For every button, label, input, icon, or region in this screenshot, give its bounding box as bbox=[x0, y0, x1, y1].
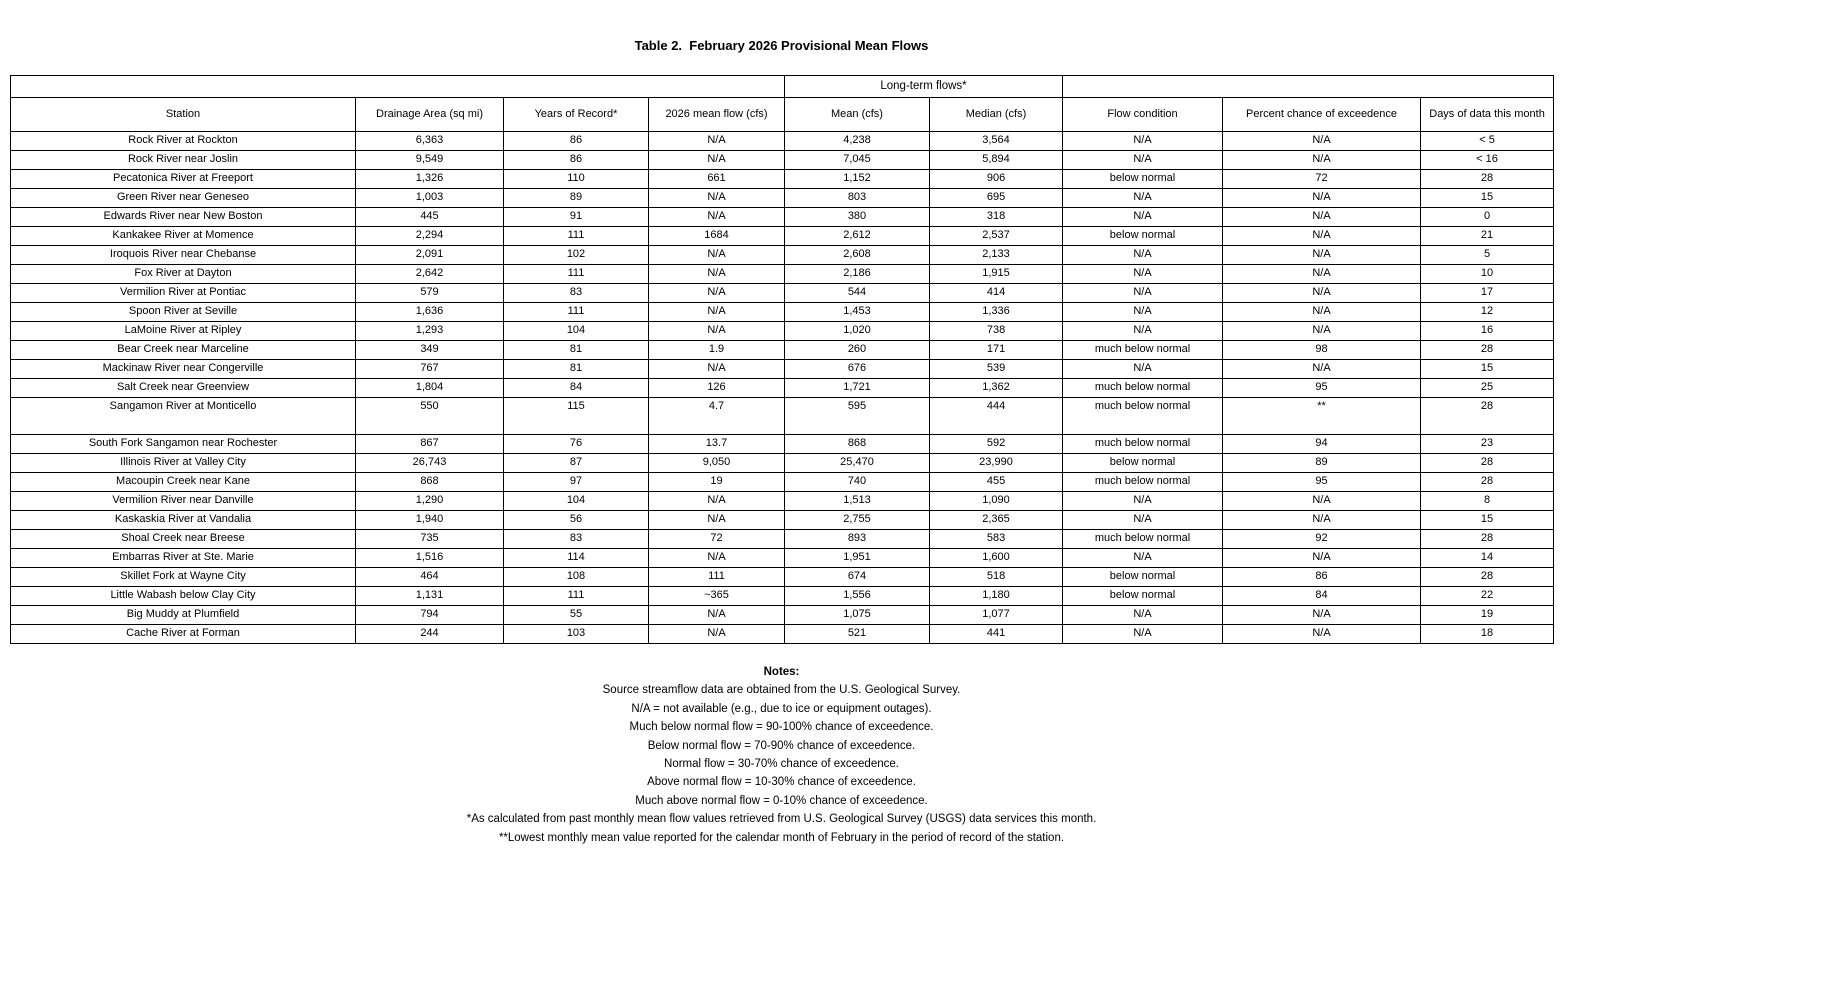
col-header-2026-mean-flow: 2026 mean flow (cfs) bbox=[649, 98, 785, 132]
value-cell: 539 bbox=[930, 360, 1063, 379]
col-header-years-of-record: Years of Record* bbox=[504, 98, 649, 132]
value-cell: below normal bbox=[1063, 170, 1223, 189]
note-line: Below normal flow = 70-90% chance of exceedence. bbox=[647, 739, 916, 752]
value-cell: 595 bbox=[785, 398, 930, 435]
station-cell: Cache River at Forman bbox=[11, 625, 356, 644]
value-cell: 23,990 bbox=[930, 454, 1063, 473]
value-cell: 103 bbox=[504, 625, 649, 644]
table-row bbox=[11, 151, 1554, 170]
table-row bbox=[11, 587, 1554, 606]
value-cell: 13.7 bbox=[649, 435, 785, 454]
value-cell: 21 bbox=[1421, 227, 1554, 246]
value-cell: 81 bbox=[504, 341, 649, 360]
value-cell: 1,293 bbox=[356, 322, 504, 341]
value-cell: 3,564 bbox=[930, 132, 1063, 151]
table-row bbox=[11, 170, 1554, 189]
value-cell: 6,363 bbox=[356, 132, 504, 151]
page-title: Table 2. February 2026 Provisional Mean Flows bbox=[634, 38, 929, 53]
value-cell: 104 bbox=[504, 322, 649, 341]
value-cell: 676 bbox=[785, 360, 930, 379]
note-line: N/A = not available (e.g., due to ice or equipment outages). bbox=[631, 702, 932, 715]
value-cell: 15 bbox=[1421, 189, 1554, 208]
value-cell: 9,549 bbox=[356, 151, 504, 170]
value-cell: N/A bbox=[1063, 265, 1223, 284]
value-cell: 1,362 bbox=[930, 379, 1063, 398]
notes-lines bbox=[10, 681, 1553, 847]
value-cell: much below normal bbox=[1063, 530, 1223, 549]
value-cell: 244 bbox=[356, 625, 504, 644]
value-cell: N/A bbox=[1063, 606, 1223, 625]
station-cell: LaMoine River at Ripley bbox=[11, 322, 356, 341]
value-cell: 26,743 bbox=[356, 454, 504, 473]
value-cell: 4,238 bbox=[785, 132, 930, 151]
table-row bbox=[11, 398, 1554, 435]
value-cell: 108 bbox=[504, 568, 649, 587]
station-cell: Fox River at Dayton bbox=[11, 265, 356, 284]
value-cell: 126 bbox=[649, 379, 785, 398]
value-cell: 1,516 bbox=[356, 549, 504, 568]
value-cell: N/A bbox=[1063, 549, 1223, 568]
value-cell: 28 bbox=[1421, 398, 1554, 435]
value-cell: 4.7 bbox=[649, 398, 785, 435]
station-cell: Shoal Creek near Breese bbox=[11, 530, 356, 549]
value-cell: N/A bbox=[649, 492, 785, 511]
value-cell: 464 bbox=[356, 568, 504, 587]
value-cell: < 16 bbox=[1421, 151, 1554, 170]
value-cell: 544 bbox=[785, 284, 930, 303]
value-cell: 1,636 bbox=[356, 303, 504, 322]
value-cell: N/A bbox=[1063, 208, 1223, 227]
value-cell: 550 bbox=[356, 398, 504, 435]
value-cell: N/A bbox=[1223, 151, 1421, 170]
value-cell: 56 bbox=[504, 511, 649, 530]
value-cell: N/A bbox=[649, 246, 785, 265]
note-line: *As calculated from past monthly mean flow values retrieved from U.S. Geological Survey (USGS) data services this month. bbox=[466, 813, 1097, 826]
value-cell: 2,365 bbox=[930, 511, 1063, 530]
group-header-row bbox=[11, 76, 1554, 98]
value-cell: 1,152 bbox=[785, 170, 930, 189]
station-cell: Big Muddy at Plumfield bbox=[11, 606, 356, 625]
table-row bbox=[11, 492, 1554, 511]
value-cell: 1,075 bbox=[785, 606, 930, 625]
value-cell: 1,556 bbox=[785, 587, 930, 606]
value-cell: N/A bbox=[1063, 284, 1223, 303]
value-cell: 83 bbox=[504, 284, 649, 303]
value-cell: N/A bbox=[649, 549, 785, 568]
value-cell: much below normal bbox=[1063, 398, 1223, 435]
value-cell: 1.9 bbox=[649, 341, 785, 360]
value-cell: 455 bbox=[930, 473, 1063, 492]
value-cell: 518 bbox=[930, 568, 1063, 587]
value-cell: 794 bbox=[356, 606, 504, 625]
value-cell: 767 bbox=[356, 360, 504, 379]
value-cell: 28 bbox=[1421, 341, 1554, 360]
value-cell: 18 bbox=[1421, 625, 1554, 644]
value-cell: 97 bbox=[504, 473, 649, 492]
group-header-spacer-right bbox=[1063, 76, 1554, 98]
value-cell: 25 bbox=[1421, 379, 1554, 398]
value-cell: 81 bbox=[504, 360, 649, 379]
value-cell: N/A bbox=[649, 151, 785, 170]
table-row bbox=[11, 265, 1554, 284]
value-cell: 735 bbox=[356, 530, 504, 549]
value-cell: N/A bbox=[1223, 322, 1421, 341]
table-row bbox=[11, 246, 1554, 265]
value-cell: 84 bbox=[1223, 587, 1421, 606]
station-cell: Skillet Fork at Wayne City bbox=[11, 568, 356, 587]
col-header-mean-cfs: Mean (cfs) bbox=[785, 98, 930, 132]
value-cell: 111 bbox=[504, 587, 649, 606]
value-cell: 695 bbox=[930, 189, 1063, 208]
value-cell: 803 bbox=[785, 189, 930, 208]
table-row bbox=[11, 530, 1554, 549]
column-header-row bbox=[11, 98, 1554, 132]
value-cell: 2,755 bbox=[785, 511, 930, 530]
value-cell: 19 bbox=[649, 473, 785, 492]
value-cell: N/A bbox=[1223, 189, 1421, 208]
value-cell: 868 bbox=[785, 435, 930, 454]
value-cell: 441 bbox=[930, 625, 1063, 644]
table-row bbox=[11, 435, 1554, 454]
value-cell: 521 bbox=[785, 625, 930, 644]
value-cell: 661 bbox=[649, 170, 785, 189]
value-cell: 867 bbox=[356, 435, 504, 454]
value-cell: 1,326 bbox=[356, 170, 504, 189]
value-cell: 28 bbox=[1421, 568, 1554, 587]
value-cell: N/A bbox=[1223, 227, 1421, 246]
provisional-mean-flows-table bbox=[10, 75, 1554, 644]
value-cell: 0 bbox=[1421, 208, 1554, 227]
value-cell: below normal bbox=[1063, 587, 1223, 606]
value-cell: 28 bbox=[1421, 530, 1554, 549]
station-cell: Rock River near Joslin bbox=[11, 151, 356, 170]
value-cell: 102 bbox=[504, 246, 649, 265]
value-cell: 2,608 bbox=[785, 246, 930, 265]
value-cell: 115 bbox=[504, 398, 649, 435]
station-cell: Mackinaw River near Congerville bbox=[11, 360, 356, 379]
value-cell: N/A bbox=[1063, 322, 1223, 341]
note-line: Above normal flow = 10-30% chance of exceedence. bbox=[647, 776, 916, 789]
value-cell: N/A bbox=[1063, 511, 1223, 530]
station-cell: Vermilion River near Danville bbox=[11, 492, 356, 511]
value-cell: N/A bbox=[649, 511, 785, 530]
value-cell: 318 bbox=[930, 208, 1063, 227]
table-row bbox=[11, 227, 1554, 246]
value-cell: 1,453 bbox=[785, 303, 930, 322]
value-cell: N/A bbox=[649, 322, 785, 341]
station-cell: Pecatonica River at Freeport bbox=[11, 170, 356, 189]
value-cell: < 5 bbox=[1421, 132, 1554, 151]
value-cell: 171 bbox=[930, 341, 1063, 360]
value-cell: 1,915 bbox=[930, 265, 1063, 284]
value-cell: 1,600 bbox=[930, 549, 1063, 568]
value-cell: N/A bbox=[649, 625, 785, 644]
value-cell: much below normal bbox=[1063, 379, 1223, 398]
note-line: Much below normal flow = 90-100% chance of exceedence. bbox=[629, 721, 934, 734]
table-row bbox=[11, 303, 1554, 322]
value-cell: 111 bbox=[504, 265, 649, 284]
value-cell: 95 bbox=[1223, 473, 1421, 492]
value-cell: 1,951 bbox=[785, 549, 930, 568]
value-cell: 2,133 bbox=[930, 246, 1063, 265]
note-line: Source streamflow data are obtained from the U.S. Geological Survey. bbox=[602, 684, 961, 697]
value-cell: 380 bbox=[785, 208, 930, 227]
station-cell: Salt Creek near Greenview bbox=[11, 379, 356, 398]
value-cell: 16 bbox=[1421, 322, 1554, 341]
value-cell: 17 bbox=[1421, 284, 1554, 303]
station-cell: Kankakee River at Momence bbox=[11, 227, 356, 246]
value-cell: 5,894 bbox=[930, 151, 1063, 170]
station-cell: Bear Creek near Marceline bbox=[11, 341, 356, 360]
value-cell: 2,642 bbox=[356, 265, 504, 284]
station-cell: Spoon River at Seville bbox=[11, 303, 356, 322]
value-cell: 89 bbox=[504, 189, 649, 208]
value-cell: 592 bbox=[930, 435, 1063, 454]
value-cell: 1,336 bbox=[930, 303, 1063, 322]
col-header-days-of-data: Days of data this month bbox=[1421, 98, 1554, 132]
value-cell: N/A bbox=[649, 208, 785, 227]
value-cell: 1,940 bbox=[356, 511, 504, 530]
value-cell: much below normal bbox=[1063, 473, 1223, 492]
value-cell: 110 bbox=[504, 170, 649, 189]
value-cell: 92 bbox=[1223, 530, 1421, 549]
station-cell: Edwards River near New Boston bbox=[11, 208, 356, 227]
value-cell: 2,537 bbox=[930, 227, 1063, 246]
station-cell: Green River near Geneseo bbox=[11, 189, 356, 208]
value-cell: N/A bbox=[1223, 208, 1421, 227]
value-cell: 28 bbox=[1421, 170, 1554, 189]
value-cell: 740 bbox=[785, 473, 930, 492]
value-cell: N/A bbox=[649, 132, 785, 151]
col-header-drainage-area: Drainage Area (sq mi) bbox=[356, 98, 504, 132]
value-cell: 91 bbox=[504, 208, 649, 227]
col-header-percent-exceedence: Percent chance of exceedence bbox=[1223, 98, 1421, 132]
table-row bbox=[11, 511, 1554, 530]
table-row bbox=[11, 284, 1554, 303]
value-cell: 906 bbox=[930, 170, 1063, 189]
value-cell: 111 bbox=[504, 227, 649, 246]
value-cell: 1,131 bbox=[356, 587, 504, 606]
table-row bbox=[11, 606, 1554, 625]
value-cell: 1,290 bbox=[356, 492, 504, 511]
value-cell: N/A bbox=[1223, 284, 1421, 303]
value-cell: 98 bbox=[1223, 341, 1421, 360]
station-cell: Little Wabash below Clay City bbox=[11, 587, 356, 606]
value-cell: 23 bbox=[1421, 435, 1554, 454]
table-row bbox=[11, 208, 1554, 227]
value-cell: 15 bbox=[1421, 511, 1554, 530]
col-header-flow-condition: Flow condition bbox=[1063, 98, 1223, 132]
value-cell: 89 bbox=[1223, 454, 1421, 473]
value-cell: 84 bbox=[504, 379, 649, 398]
value-cell: N/A bbox=[649, 265, 785, 284]
value-cell: 1,721 bbox=[785, 379, 930, 398]
value-cell: N/A bbox=[1063, 189, 1223, 208]
value-cell: 114 bbox=[504, 549, 649, 568]
station-cell: South Fork Sangamon near Rochester bbox=[11, 435, 356, 454]
value-cell: N/A bbox=[649, 284, 785, 303]
value-cell: 868 bbox=[356, 473, 504, 492]
table-row bbox=[11, 549, 1554, 568]
value-cell: 9,050 bbox=[649, 454, 785, 473]
value-cell: 10 bbox=[1421, 265, 1554, 284]
value-cell: 349 bbox=[356, 341, 504, 360]
value-cell: N/A bbox=[649, 360, 785, 379]
table-row bbox=[11, 568, 1554, 587]
value-cell: 2,612 bbox=[785, 227, 930, 246]
station-cell: Illinois River at Valley City bbox=[11, 454, 356, 473]
value-cell: N/A bbox=[1063, 151, 1223, 170]
value-cell: N/A bbox=[1223, 265, 1421, 284]
table-row bbox=[11, 379, 1554, 398]
value-cell: 94 bbox=[1223, 435, 1421, 454]
value-cell: N/A bbox=[1063, 360, 1223, 379]
value-cell: 2,294 bbox=[356, 227, 504, 246]
value-cell: N/A bbox=[1223, 549, 1421, 568]
station-cell: Sangamon River at Monticello bbox=[11, 398, 356, 435]
value-cell: 1684 bbox=[649, 227, 785, 246]
value-cell: 111 bbox=[504, 303, 649, 322]
value-cell: 72 bbox=[1223, 170, 1421, 189]
value-cell: 86 bbox=[504, 151, 649, 170]
table-row bbox=[11, 360, 1554, 379]
notes-heading: Notes: bbox=[763, 666, 800, 678]
value-cell: much below normal bbox=[1063, 341, 1223, 360]
value-cell: 15 bbox=[1421, 360, 1554, 379]
value-cell: below normal bbox=[1063, 568, 1223, 587]
notes-section bbox=[10, 663, 1553, 847]
value-cell: N/A bbox=[1223, 246, 1421, 265]
value-cell: N/A bbox=[649, 303, 785, 322]
value-cell: N/A bbox=[1223, 492, 1421, 511]
value-cell: 14 bbox=[1421, 549, 1554, 568]
value-cell: 7,045 bbox=[785, 151, 930, 170]
group-header-spacer-left bbox=[11, 76, 785, 98]
value-cell: 260 bbox=[785, 341, 930, 360]
value-cell: N/A bbox=[1223, 360, 1421, 379]
station-cell: Vermilion River at Pontiac bbox=[11, 284, 356, 303]
note-line: **Lowest monthly mean value reported for the calendar month of February in the period of record of the station. bbox=[498, 831, 1065, 844]
value-cell: 87 bbox=[504, 454, 649, 473]
value-cell: 1,513 bbox=[785, 492, 930, 511]
station-cell: Iroquois River near Chebanse bbox=[11, 246, 356, 265]
value-cell: N/A bbox=[1063, 132, 1223, 151]
value-cell: 5 bbox=[1421, 246, 1554, 265]
station-cell: Embarras River at Ste. Marie bbox=[11, 549, 356, 568]
value-cell: 738 bbox=[930, 322, 1063, 341]
value-cell: 111 bbox=[649, 568, 785, 587]
value-cell: 22 bbox=[1421, 587, 1554, 606]
value-cell: 414 bbox=[930, 284, 1063, 303]
value-cell: 28 bbox=[1421, 454, 1554, 473]
value-cell: 1,180 bbox=[930, 587, 1063, 606]
table-row bbox=[11, 132, 1554, 151]
value-cell: 1,003 bbox=[356, 189, 504, 208]
value-cell: 2,091 bbox=[356, 246, 504, 265]
value-cell: 1,077 bbox=[930, 606, 1063, 625]
value-cell: 55 bbox=[504, 606, 649, 625]
value-cell: 583 bbox=[930, 530, 1063, 549]
table-row bbox=[11, 322, 1554, 341]
value-cell: N/A bbox=[1063, 492, 1223, 511]
col-header-median-cfs: Median (cfs) bbox=[930, 98, 1063, 132]
value-cell: below normal bbox=[1063, 454, 1223, 473]
value-cell: 1,090 bbox=[930, 492, 1063, 511]
value-cell: 28 bbox=[1421, 473, 1554, 492]
table-row bbox=[11, 454, 1554, 473]
long-term-flows-header: Long-term flows* bbox=[785, 76, 1063, 98]
value-cell: N/A bbox=[649, 189, 785, 208]
table-row bbox=[11, 473, 1554, 492]
value-cell: 86 bbox=[504, 132, 649, 151]
value-cell: N/A bbox=[1223, 132, 1421, 151]
value-cell: N/A bbox=[649, 606, 785, 625]
value-cell: 444 bbox=[930, 398, 1063, 435]
value-cell: 76 bbox=[504, 435, 649, 454]
value-cell: 893 bbox=[785, 530, 930, 549]
value-cell: 72 bbox=[649, 530, 785, 549]
value-cell: 1,020 bbox=[785, 322, 930, 341]
col-header-station: Station bbox=[11, 98, 356, 132]
value-cell: 19 bbox=[1421, 606, 1554, 625]
note-line: Normal flow = 30-70% chance of exceedence. bbox=[664, 758, 899, 771]
value-cell: 1,804 bbox=[356, 379, 504, 398]
value-cell: 12 bbox=[1421, 303, 1554, 322]
value-cell: N/A bbox=[1063, 246, 1223, 265]
note-line: Much above normal flow = 0-10% chance of exceedence. bbox=[635, 794, 928, 807]
value-cell: 83 bbox=[504, 530, 649, 549]
value-cell: ** bbox=[1223, 398, 1421, 435]
value-cell: N/A bbox=[1223, 303, 1421, 322]
value-cell: N/A bbox=[1063, 625, 1223, 644]
value-cell: N/A bbox=[1223, 511, 1421, 530]
station-cell: Rock River at Rockton bbox=[11, 132, 356, 151]
value-cell: 95 bbox=[1223, 379, 1421, 398]
value-cell: N/A bbox=[1223, 606, 1421, 625]
table-row bbox=[11, 341, 1554, 360]
value-cell: 445 bbox=[356, 208, 504, 227]
flow-table-body bbox=[11, 132, 1554, 644]
value-cell: 8 bbox=[1421, 492, 1554, 511]
value-cell: 104 bbox=[504, 492, 649, 511]
value-cell: ~365 bbox=[649, 587, 785, 606]
value-cell: 674 bbox=[785, 568, 930, 587]
station-cell: Kaskaskia River at Vandalia bbox=[11, 511, 356, 530]
table-row bbox=[11, 625, 1554, 644]
value-cell: 25,470 bbox=[785, 454, 930, 473]
value-cell: 2,186 bbox=[785, 265, 930, 284]
value-cell: N/A bbox=[1063, 303, 1223, 322]
value-cell: below normal bbox=[1063, 227, 1223, 246]
table-row bbox=[11, 189, 1554, 208]
value-cell: 86 bbox=[1223, 568, 1421, 587]
value-cell: 579 bbox=[356, 284, 504, 303]
value-cell: N/A bbox=[1223, 625, 1421, 644]
station-cell: Macoupin Creek near Kane bbox=[11, 473, 356, 492]
value-cell: much below normal bbox=[1063, 435, 1223, 454]
